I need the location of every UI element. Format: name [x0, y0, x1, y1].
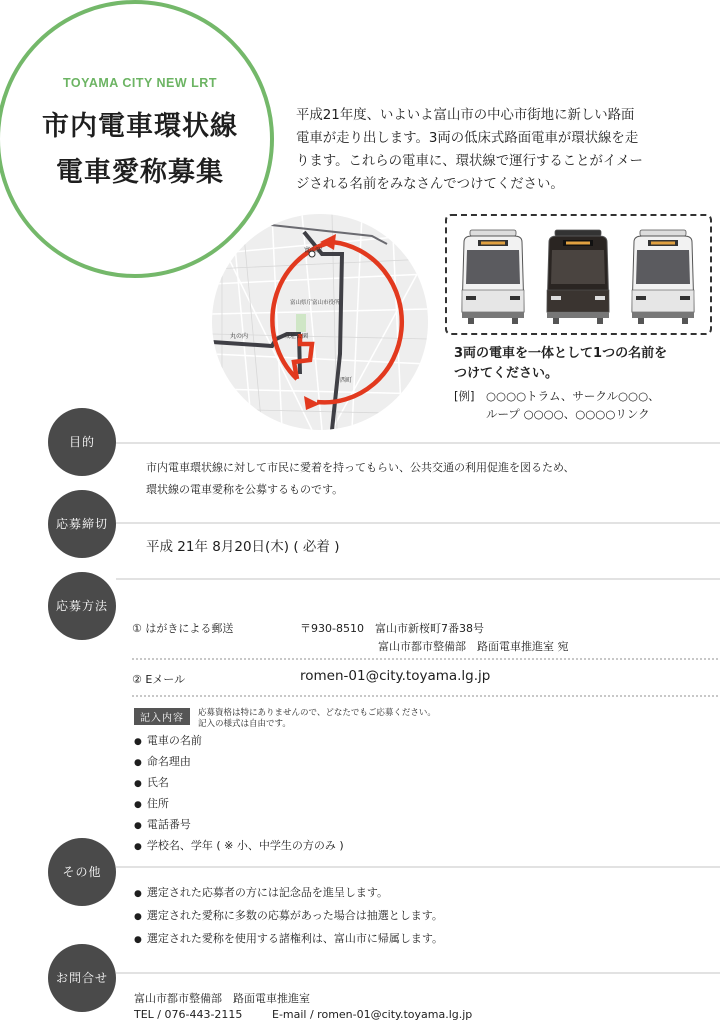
list-item: ● 学校名、学年 ( ※ 小、中学生の方のみ ) — [134, 836, 344, 857]
map-label-pref-office: 富山県庁 — [290, 300, 313, 306]
tram-caption-line2: つけてください。 — [454, 366, 559, 381]
list-item: ● 選定された応募者の方には記念品を進呈します。 — [134, 882, 443, 905]
list-item: ● 氏名 — [134, 773, 344, 794]
section-divider — [116, 866, 720, 868]
map-label-station: 富山駅 — [304, 247, 323, 254]
map-label-marunouchi: 丸の内 — [230, 333, 249, 340]
postcard-label: ① はがきによる郵送 — [132, 622, 234, 635]
entry-contents-tag: 記入内容 — [134, 708, 190, 725]
route-map — [212, 214, 428, 430]
intro-line: ります。これらの電車に、環状線で運行することがイメー — [296, 154, 643, 169]
section-heading-other: その他 — [48, 838, 116, 906]
section-divider — [116, 972, 720, 974]
purpose-text-line2: 環状線の電車愛称を公募するものです。 — [146, 483, 344, 496]
section-heading-deadline: 応募締切 — [48, 490, 116, 558]
example-label: [例] — [454, 389, 475, 403]
route-map-svg — [212, 214, 428, 430]
purpose-text-line1: 市内電車環状線に対して市民に愛着を持ってもらい、公共交通の利用促進を図るため、 — [146, 461, 575, 474]
page-title-line2: 電車愛称募集 — [56, 157, 224, 188]
section-heading-contact: お問合せ — [48, 944, 116, 1012]
section-heading-purpose: 目的 — [48, 408, 116, 476]
postcard-address-line1: 〒930-8510 富山市新桜町7番38号 — [300, 622, 484, 635]
contact-tel: TEL / 076-443-2115 — [134, 1008, 243, 1021]
map-label-castle-park: 城址公園 — [284, 333, 309, 340]
postcard-address-line2: 富山市都市整備部 路面電車推進室 宛 — [378, 640, 569, 653]
entry-note-line1: 応募資格は特にありませんので、どなたでもご応募ください。 — [198, 708, 436, 718]
section-heading-method: 応募方法 — [48, 572, 116, 640]
list-item: ● 選定された愛称に多数の応募があった場合は抽選とします。 — [134, 905, 443, 928]
contact-email[interactable]: E-mail / romen-01@city.toyama.lg.jp — [272, 1008, 473, 1021]
dotted-divider — [132, 695, 718, 697]
list-item: ● 命名理由 — [134, 752, 344, 773]
map-label-nishicho: 西町 — [340, 377, 353, 384]
tram-caption-line1: 3両の電車を一体として1つの名前を — [454, 346, 668, 361]
castle-park-block — [296, 314, 306, 332]
section-divider — [116, 522, 720, 524]
entry-items-list — [134, 731, 344, 857]
name-examples — [454, 387, 660, 423]
intro-line: ジされる名前をみなさんでつけてください。 — [296, 177, 564, 192]
map-label-city-hall: 富山市役所 — [312, 300, 340, 306]
contact-org: 富山市都市整備部 路面電車推進室 — [134, 992, 310, 1005]
entry-note-line2: 記入の様式は自由です。 — [198, 719, 291, 729]
tram-3-icon — [628, 228, 698, 328]
email-address-link[interactable]: romen-01@city.toyama.lg.jp — [300, 668, 491, 684]
intro-line: 電車が走り出します。3両の低床式路面電車が環状線を走 — [296, 131, 639, 146]
intro-line: 平成21年度、いよいよ富山市の中心市街地に新しい路面 — [296, 108, 635, 123]
intro-paragraph — [296, 104, 716, 196]
section-divider — [116, 578, 720, 580]
other-items-list — [134, 882, 443, 951]
tram-1-icon — [458, 228, 528, 328]
tram-2-icon — [543, 228, 613, 328]
list-item: ● 電話番号 — [134, 815, 344, 836]
list-item: ● 電車の名前 — [134, 731, 344, 752]
example-line2: ループ ○○○○、○○○○リンク — [486, 407, 650, 421]
page-title-line1: 市内電車環状線 — [42, 111, 238, 142]
section-divider — [116, 442, 720, 444]
list-item: ● 選定された愛称を使用する諸権利は、富山市に帰属します。 — [134, 928, 443, 951]
example-line1: ○○○○トラム、サークル○○○、 — [486, 389, 660, 403]
tram-caption — [454, 344, 667, 384]
dotted-divider — [132, 658, 718, 660]
deadline-text: 平成 21年 8月20日(木) ( 必着 ) — [146, 539, 340, 555]
subtitle-en: TOYAMA CITY NEW LRT — [63, 76, 217, 90]
email-label: ② Eメール — [132, 673, 186, 686]
list-item: ● 住所 — [134, 794, 344, 815]
